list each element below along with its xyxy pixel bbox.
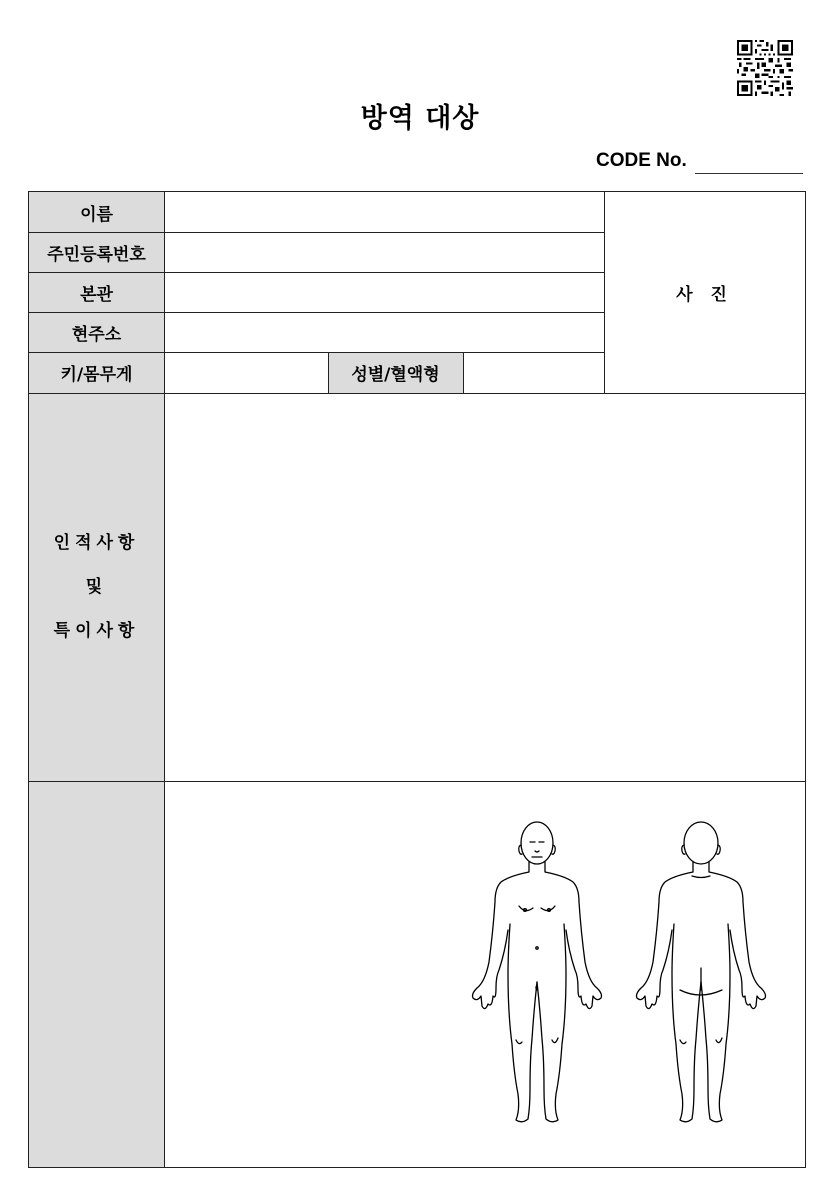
id-number-label: 주민등록번호 [29,232,164,272]
body-back-icon [634,818,768,1134]
document-title: 방역 대상 [360,103,480,134]
notes-label [29,393,164,781]
photo-box[interactable] [604,192,805,393]
qr-code-icon [737,40,793,96]
origin-field[interactable] [164,272,604,312]
name-label: 이름 [29,192,164,232]
notes-field[interactable] [164,393,805,781]
code-number-label: CODE No. [596,150,687,171]
address-label: 현주소 [29,312,164,352]
notes-label-line-3: 특이사항 [53,621,140,641]
sex-blood-field[interactable] [463,352,604,393]
notes-label-line-2: 및 [85,577,108,597]
address-field[interactable] [164,312,604,352]
height-weight-label: 키/몸무게 [29,352,164,393]
origin-label: 본관 [29,272,164,312]
code-number-field[interactable] [695,173,803,174]
body-front-icon [470,818,604,1134]
sex-blood-label: 성별/혈액형 [328,352,463,393]
height-weight-field[interactable] [164,352,328,393]
notes-label-line-1: 인적사항 [53,533,140,553]
photo-label: 사 진 [676,285,733,305]
name-field[interactable] [164,192,604,232]
id-number-field[interactable] [164,232,604,272]
body-diagram-label [29,781,164,1167]
